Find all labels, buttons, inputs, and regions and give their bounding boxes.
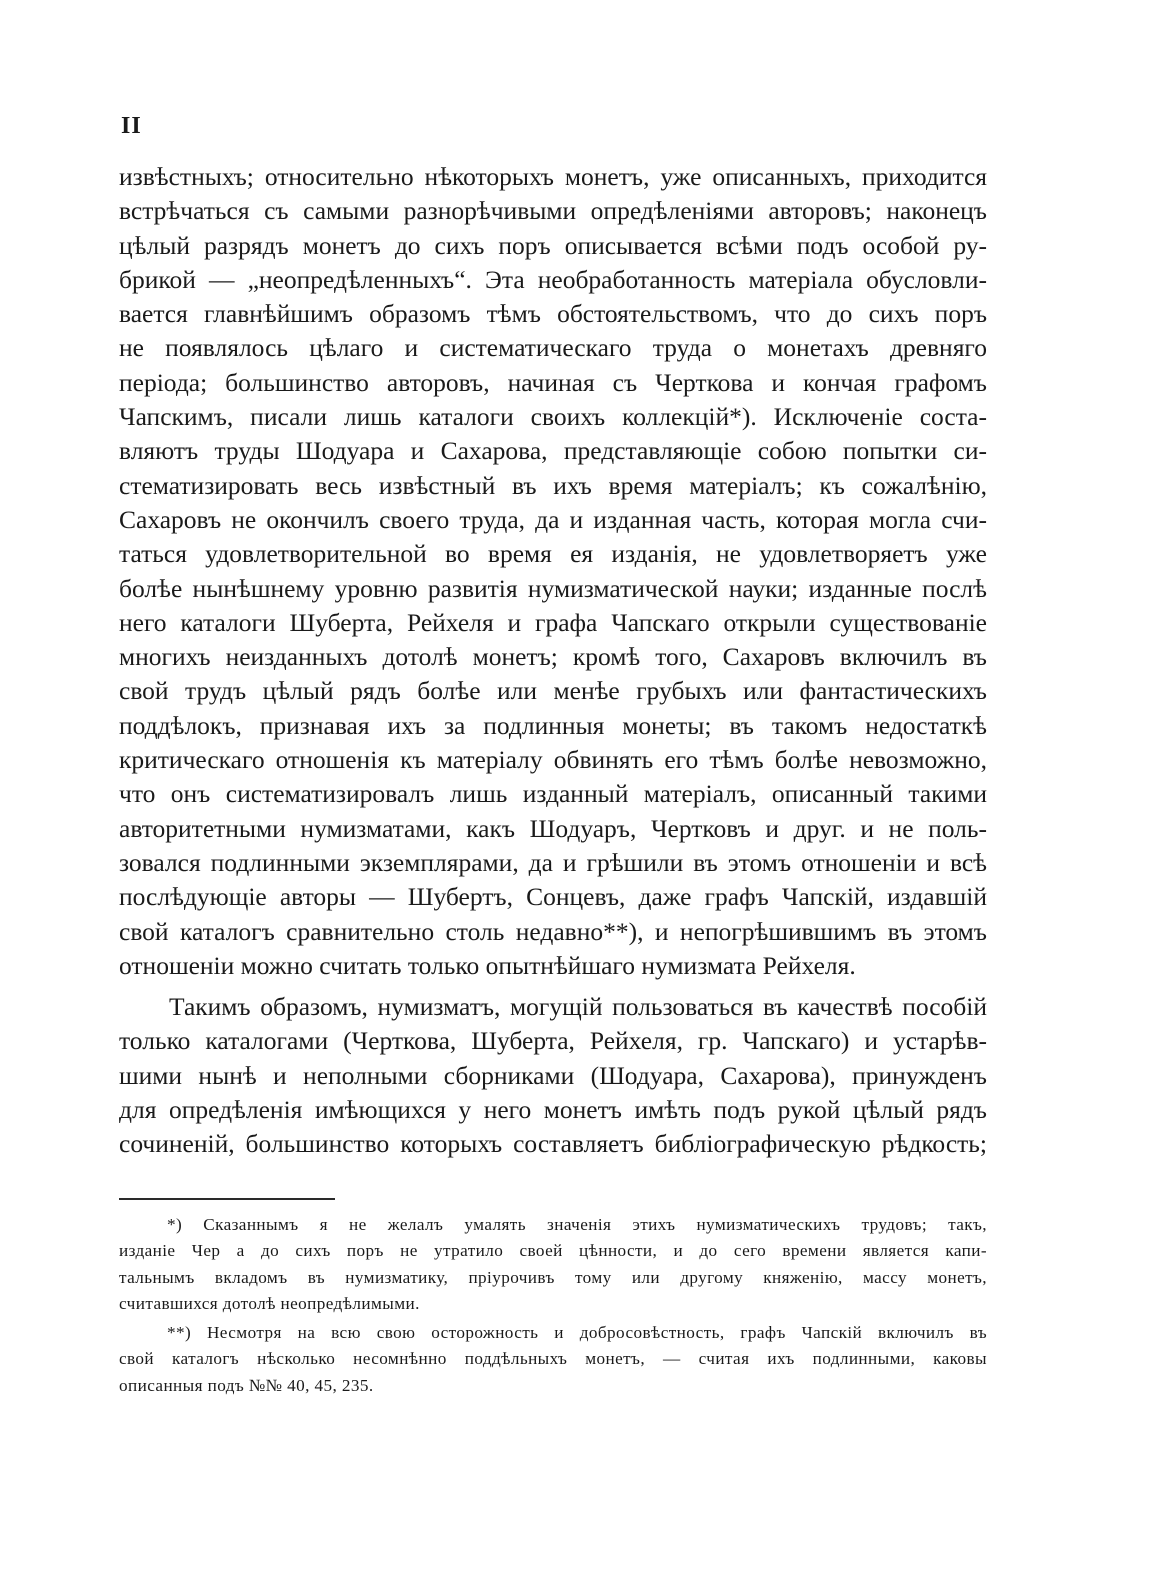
paragraph-1 [119,160,987,983]
footnote-1 [119,1212,987,1317]
text-line: что онъ систематизировалъ лишь изданный матеріалъ, описанный такими [119,779,987,809]
text-line: вается главнѣйшимъ образомъ тѣмъ обстоятельствомъ, что до сихъ поръ [119,299,987,329]
footnote-line: тальнымъ вкладомъ въ нумизматику, пріурочивъ тому или другому княженію, массу монетъ, [119,1267,987,1287]
text-line: стематизировать весь извѣстный въ ихъ время матеріалъ; къ сожалѣнію, [119,470,987,500]
text-line: свой каталогъ сравнительно столь недавно**), и непогрѣшившимъ въ этомъ [119,916,987,946]
text-line: критическаго отношенія къ матеріалу обвинять его тѣмъ болѣе невозможно, [119,745,987,775]
paragraph-2 [119,990,987,1161]
paragraph-gap [119,983,987,990]
text-line: отношеніи можно считать только опытнѣйшаго нумизмата Рейхеля. [119,950,856,980]
text-line: для опредѣленія имѣющихся у него монетъ имѣть подъ рукой цѣлый рядъ [119,1095,987,1125]
page-number: II [121,113,142,139]
text-line: Такимъ образомъ, нумизматъ, могущій пользоваться въ качествѣ пособій [169,992,987,1022]
text-line: шими нынѣ и неполными сборниками (Шодуара, Сахарова), принужденъ [119,1060,987,1090]
text-line: Сахаровъ не окончилъ своего труда, да и изданная часть, которая могла счи- [119,504,987,534]
footnote-line: считавшихся дотолѣ неопредѣлимыми. [119,1293,420,1313]
footnote-line: свой каталогъ нѣсколько несомнѣнно поддѣльныхъ монетъ, — считая ихъ подлинными, каковы [119,1349,987,1369]
text-line: вляютъ труды Шодуара и Сахарова, представляющіе собою попытки си- [119,436,987,466]
text-line: свой трудъ цѣлый рядъ болѣе или менѣе грубыхъ или фантастическихъ [119,676,987,706]
text-line: встрѣчаться съ самыми разнорѣчивыми опредѣленіями авторовъ; наконецъ [119,196,987,226]
text-line: болѣе нынѣшнему уровню развитія нумизматической науки; изданные послѣ [119,573,987,603]
text-line: не появлялось цѣлаго и систематическаго труда о монетахъ древняго [119,333,987,363]
text-line: поддѣлокъ, признавая ихъ за подлинныя монеты; въ такомъ недостаткѣ [119,710,987,740]
text-line: зовался подлинными экземплярами, да и грѣшили въ этомъ отношеніи и всѣ [119,847,987,877]
main-text [119,160,987,1162]
text-line: многихъ неизданныхъ дотолѣ монетъ; кромѣ того, Сахаровъ включилъ въ [119,642,987,672]
text-line: таться удовлетворительной во время ея изданія, не удовлетворяетъ уже [119,539,987,569]
text-line: сочиненій, большинство которыхъ составляетъ библіографическую рѣдкость; [119,1129,987,1159]
footnote-line: **) Несмотря на всю свою осторожность и добросовѣстность, графъ Чапскій включилъ въ [167,1323,987,1343]
text-line: брикой — „неопредѣленныхъ“. Эта необработанность матеріала обусловли- [119,264,987,294]
text-line: періода; большинство авторовъ, начиная съ Черткова и кончая графомъ [119,367,987,397]
text-line: только каталогами (Черткова, Шуберта, Рейхеля, гр. Чапскаго) и устарѣв- [119,1026,987,1056]
footnote-line: описанныя подъ №№ 40, 45, 235. [119,1375,374,1395]
footnotes [119,1212,987,1399]
footnote-line: изданіе Чер а до сихъ поръ не утратило своей цѣнности, и до сего времени является капи- [119,1241,987,1261]
footnote-2 [119,1320,987,1399]
text-line: послѣдующіе авторы — Шубертъ, Сонцевъ, даже графъ Чапскій, издавшій [119,882,987,912]
text-line: Чапскимъ, писали лишь каталоги своихъ коллекцій*). Исключеніе соста- [119,402,987,432]
text-line: цѣлый разрядъ монетъ до сихъ поръ описывается всѣми подъ особой ру- [119,230,987,260]
text-line: извѣстныхъ; относительно нѣкоторыхъ монетъ, уже описанныхъ, приходится [119,162,987,191]
footnote-line: *) Сказаннымъ я не желалъ умалять значенія этихъ нумизматическихъ трудовъ; такъ, [167,1215,987,1234]
text-line: авторитетными нумизматами, какъ Шодуаръ, Чертковъ и друг. и не поль- [119,813,987,843]
text-line: него каталоги Шуберта, Рейхеля и графа Чапскаго открыли существованіе [119,607,987,637]
footnote-separator [119,1198,335,1200]
